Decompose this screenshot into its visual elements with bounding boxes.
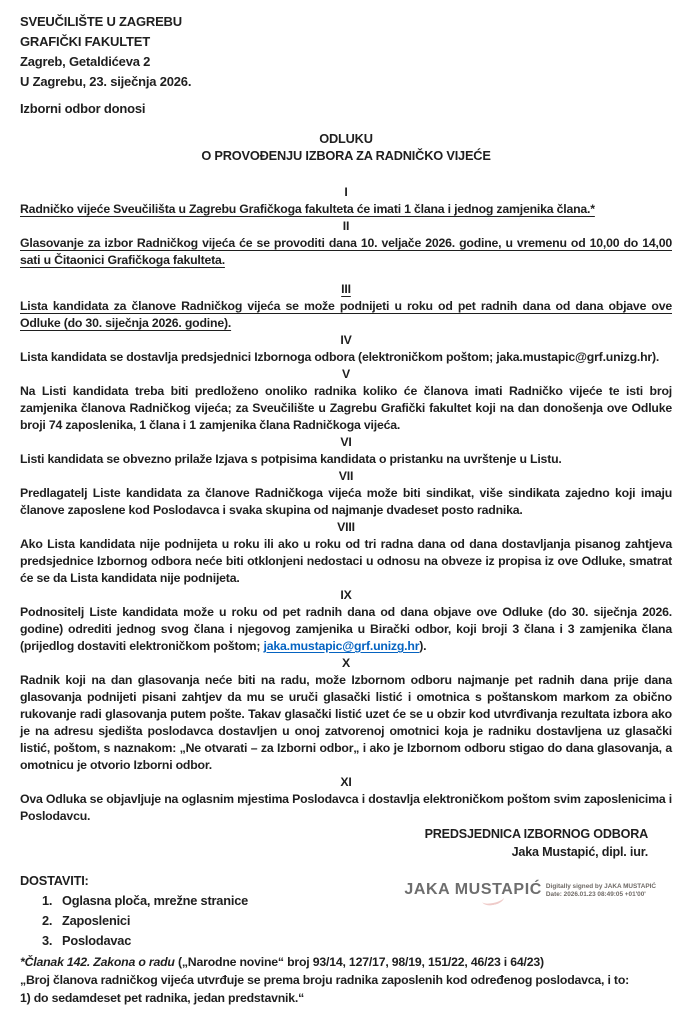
section-numeral-x: X [341, 656, 350, 670]
footnote-line-1 [20, 953, 672, 971]
sections [20, 184, 672, 825]
signature-role: PREDSJEDNICA IZBORNOG ODBORA [424, 827, 648, 841]
section-iii-text: Lista kandidata za članove Radničkog vijeća se može podnijeti u roku od pet radnih dana od dana objave ove Odluke (do 30. siječnja 2026. godine). [20, 299, 672, 330]
letterhead-address: Zagreb, Getaldićeva 2 [20, 54, 151, 69]
list-item [20, 911, 404, 931]
digital-signature-detail-line: Digitally signed by JAKA MUSTAPIĆ [545, 883, 656, 890]
footnote [20, 953, 672, 1007]
intro-line: Izborni odbor donosi [20, 101, 146, 116]
list-item-number: 2. [42, 913, 53, 928]
digital-signature-name: JAKA MUSTAPIĆ [404, 881, 542, 898]
document-subtitle: O PROVOĐENJU IZBORA ZA RADNIČKO VIJEĆE [201, 148, 491, 163]
document-title: ODLUKU [319, 131, 373, 146]
section-numeral-vii: VII [338, 469, 354, 483]
section-iv-text: Lista kandidata se dostavlja predsjednici Izbornoga odbora (elektroničkom poštom; jaka.mustapic@grf.unizg.hr). [20, 350, 660, 364]
list-item-label: Zaposlenici [62, 913, 131, 928]
list-item-label: Poslodavac [62, 933, 132, 948]
section-numeral-iii: III [341, 282, 351, 296]
footnote-citation: *Članak 142. Zakona o radu [20, 955, 175, 969]
section-numeral-xi: XI [340, 775, 352, 789]
section-vii-text: Predlagatelj Liste kandidata za članove Radničkoga vijeća može biti sindikat, više sindikata zajedno koji imaju članove zaposlene kod Poslodavca i svaka skupina od najmanje dvadeset posto radnika. [20, 486, 672, 517]
section-numeral-v: V [341, 367, 350, 381]
section-vi-text: Listi kandidata se obvezno prilaže Izjava s potpisima kandidata o pristanku na uvrštenje u Listu. [20, 452, 562, 466]
distribution-title: DOSTAVITI: [20, 873, 89, 888]
list-item [20, 891, 404, 911]
list-item-label: Oglasna ploča, mrežne stranice [62, 893, 249, 908]
letterhead [20, 12, 672, 92]
digital-signature-details [546, 883, 656, 899]
digital-signature-stamp[interactable] [404, 881, 656, 899]
document-title-block [20, 130, 672, 164]
list-item [20, 931, 404, 951]
letterhead-university: SVEUČILIŠTE U ZAGREBU [20, 14, 182, 29]
signature-block [20, 825, 672, 861]
bottom-row [20, 871, 672, 951]
section-numeral-vi: VI [340, 435, 352, 449]
letterhead-faculty: GRAFIČKI FAKULTET [20, 34, 150, 49]
email-link[interactable]: jaka.mustapic@grf.unizg.hr [263, 639, 420, 653]
section-ix-text-before: Podnositelj Liste kandidata može u roku od pet radnih dana od dana objave ove Odluke (do 30. siječnja 2026. godine) odrediti jednog svog člana i njegovog zamjenika u Birački odbor, koji broji 3 člana i 3 zamjenika člana (prijedlog dostaviti elektroničkom poštom; [20, 605, 672, 653]
section-viii-text: Ako Lista kandidata nije podnijeta u roku ili ako u roku od tri radna dana od dana dostavljanja pisanog zahtjeva predsjednice Izbornog odbora neće biti otklonjeni nedostaci u odnosu na obveze iz propisa iz ove Odluke, smatrat će se da Lista kandidata nije podnijeta. [20, 537, 672, 585]
section-numeral-ix: IX [340, 588, 352, 602]
section-x-text: Radnik koji na dan glasovanja neće biti na radu, može Izbornom odboru najmanje pet radnih dana prije dana glasovanja podnijeti pisani zahtjev da mu se uruči glasački listić i omotnica s poštanskom markom za obično rukovanje radi glasovanja putem pošte. Takav glasački listić uzet će se u obzir kod utvrđivanja rezultata izbora ako je na adresu sjedišta poslodavca dostavljen u onoj zatvorenoj omotnici koja je radniku dostavljena uz glasački listić, poštom, s naznakom: „Ne otvarati – za Izborni odbor„ i ako je Izbornom odboru stigao do dana glasovanja, a omotnicu je otvorio Izborni odbor. [20, 673, 672, 772]
section-ii-text: Glasovanje za izbor Radničkog vijeća će se provoditi dana 10. veljače 2026. godine, u vremenu od 10,00 do 14,00 sati u Čitaonici Grafičkoga fakulteta. [20, 236, 672, 267]
section-ix-text [20, 604, 672, 655]
section-v-text: Na Listi kandidata treba biti predloženo onoliko radnika koliko će članova imati Radničko vijeće te isti broj zamjenika članova Radničkog vijeća; za Sveučilište u Zagrebu Grafički fakultet koji na dan donošenja ove Odluke broji 74 zaposlenika, 1 člana i 1 zamjenika člana Radničkoga vijeća. [20, 384, 672, 432]
digital-signature-detail-line: Date: 2026.01.23 08:49:05 +01'00' [545, 891, 646, 898]
footnote-citation-rest: („Narodne novine“ broj 93/14, 127/17, 98/19, 151/22, 46/23 i 64/23) [174, 955, 544, 969]
section-i-text: Radničko vijeće Sveučilišta u Zagrebu Grafičkoga fakulteta će imati 1 člana i jednog zamjenika člana.* [20, 202, 595, 216]
signature-name: Jaka Mustapić, dipl. iur. [511, 845, 648, 859]
footnote-line-2: „Broj članova radničkog vijeća utvrđuje se prema broju radnika zaposlenih kod određenog poslodavca, i to: [20, 973, 630, 987]
distribution-list [20, 871, 404, 951]
section-xi-text: Ova Odluka se objavljuje na oglasnim mjestima Poslodavca i dostavlja elektroničkom poštom svim zaposlenicima i Poslodavcu. [20, 792, 672, 823]
letterhead-date: U Zagrebu, 23. siječnja 2026. [20, 74, 192, 89]
list-item-number: 3. [42, 933, 53, 948]
section-numeral-iv: IV [340, 333, 352, 347]
footnote-line-3: 1) do sedamdeset pet radnika, jedan predstavnik.“ [20, 991, 305, 1005]
section-numeral-viii: VIII [337, 520, 355, 534]
section-numeral-i: I [344, 185, 348, 199]
list-item-number: 1. [42, 893, 53, 908]
section-numeral-ii: II [342, 219, 350, 233]
section-ix-text-after: ). [419, 639, 427, 653]
